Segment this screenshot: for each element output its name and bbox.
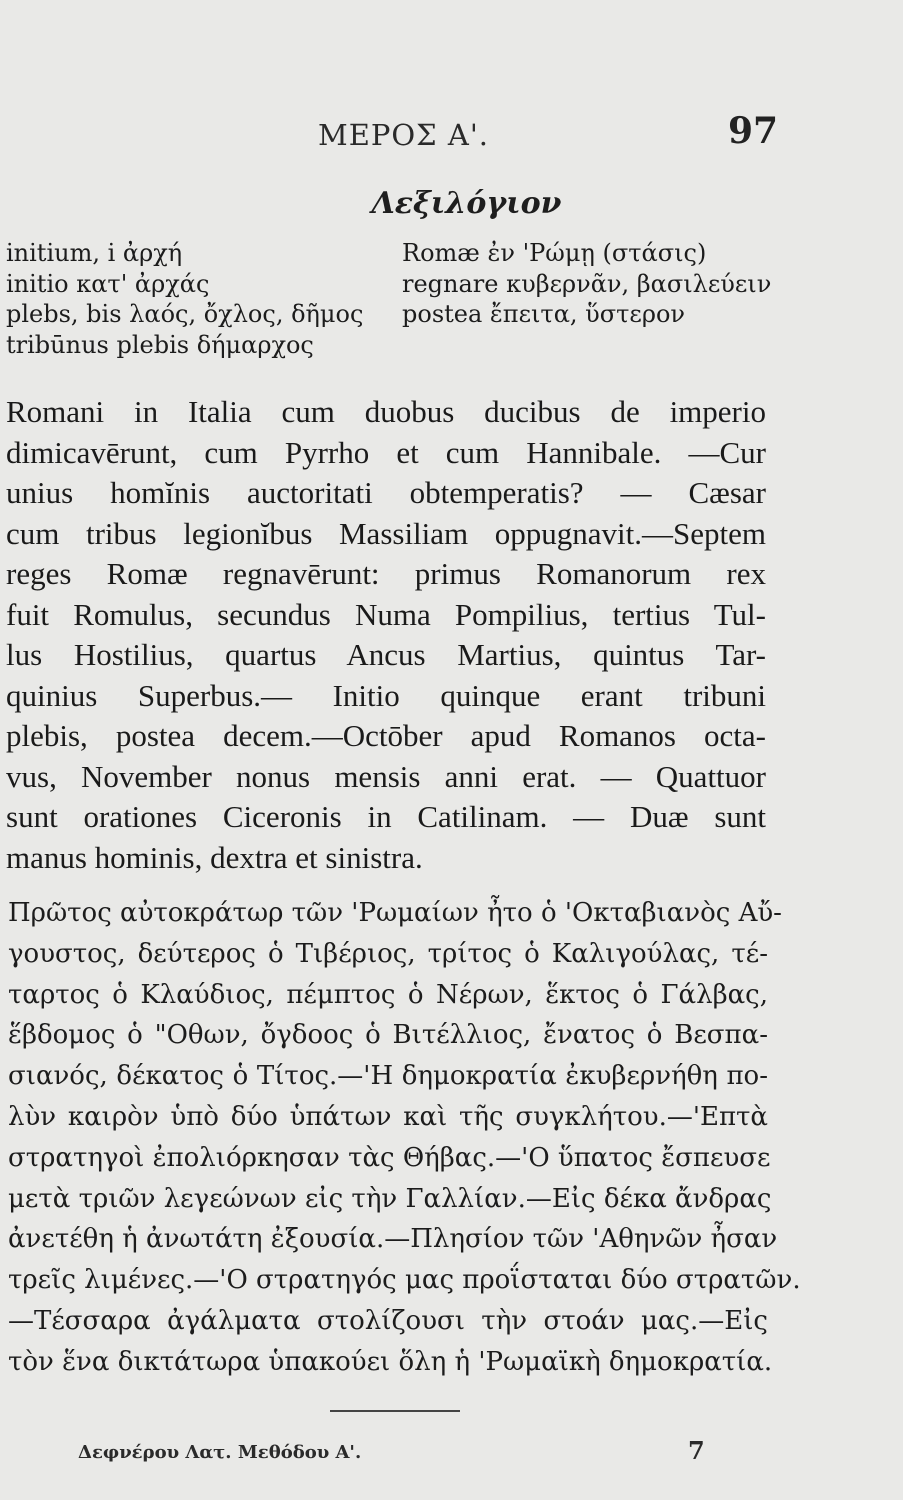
vocab-entry: tribūnus plebis δήμαρχος <box>6 330 314 359</box>
vocabulary-left-column <box>6 238 396 360</box>
text-line: unius homĭnis auctoritati obtemperatis? — Cæsar <box>6 475 766 510</box>
text-line: ἕβδομος ὁ "Οθων, ὄγδοος ὁ Βιτέλλιος, ἔνατος ὁ Βεσπα- <box>8 1020 768 1051</box>
text-line: cum tribus legionĭbus Massiliam oppugnavit.—Septem <box>6 515 766 551</box>
text-line: ταρτος ὁ Κλαύδιος, πέμπτος ὁ Νέρων, ἕκτος ὁ Γάλβας, <box>8 979 768 1010</box>
text-line: λὺν καιρὸν ὑπὸ δύο ὑπάτων καὶ τῆς συγκλήτου.—'Επτὰ <box>8 1101 768 1132</box>
vocabulary-heading: Λεξιλόγιον <box>371 186 562 221</box>
vocab-entry: plebs, bis λαός, ὄχλος, δῆμος <box>6 300 364 328</box>
text-line: lus Hostilius, quartus Ancus Martius, quintus Tar- <box>6 637 766 672</box>
text-line: sunt orationes Ciceronis in Catilinam. — Duæ sunt <box>6 799 766 834</box>
text-line: quinius Superbus.— Initio quinque erant tribuni <box>6 677 766 713</box>
text-line: dimicavērunt, cum Pyrrho et cum Hannibale. —Cur <box>6 434 766 470</box>
text-line: τρεῖς λιμένες.—'Ο στρατηγός μας προΐσταται δύο στρατῶν. <box>8 1265 801 1296</box>
text-line: fuit Romulus, secundus Numa Pompilius, tertius Tul- <box>6 596 766 632</box>
signature-mark: 7 <box>688 1436 705 1465</box>
text-line: reges Romæ regnavērunt: primus Romanorum rex <box>6 556 766 591</box>
text-line: plebis, postea decem.—Octōber apud Romanos octa- <box>6 718 766 753</box>
text-line: manus hominis, dextra et sinistra. <box>6 839 423 875</box>
text-line: Romani in Italia cum duobus ducibus de imperio <box>6 394 766 429</box>
text-line: γουστος, δεύτερος ὁ Τιβέριος, τρίτος ὁ Καλιγούλας, τέ- <box>8 938 768 969</box>
vocab-entry: Romæ ἐν 'Ρώμῃ (στάσις) <box>402 239 707 267</box>
latin-exercise <box>6 392 766 878</box>
greek-exercise <box>8 893 801 1383</box>
vocab-entry: initium, i ἀρχή <box>6 239 183 267</box>
text-line: μετὰ τριῶν λεγεώνων εἰς τὴν Γαλλίαν.—Εἰς δέκα ἄνδρας <box>8 1183 772 1214</box>
text-line: σιανός, δέκατος ὁ Τίτος.—'Η δημοκρατία ἐκυβερνήθη πο- <box>8 1061 768 1092</box>
vocab-entry: regnare κυβερνᾶν, βασιλεύειν <box>402 269 772 298</box>
text-line: τὸν ἕνα δικτάτωρα ὑπακούει ὅλη ἡ 'Ρωμαϊκὴ δημοκρατία. <box>8 1346 773 1377</box>
vocab-entry: postea ἔπειτα, ὕστερον <box>402 300 685 328</box>
running-header: ΜΕΡΟΣ Α'. <box>318 118 490 152</box>
page-number: 97 <box>728 110 779 152</box>
section-divider <box>330 1410 460 1412</box>
vocab-entry: initio κατ' ἀρχάς <box>6 269 210 298</box>
text-line: —Τέσσαρα ἀγάλματα στολίζουσι τὴν στοάν μας.—Εἰς <box>8 1305 768 1336</box>
text-line: Πρῶτος αὐτοκράτωρ τῶν 'Ρωμαίων ἦτο ὁ 'Οκταβιανὸς Αὔ- <box>8 898 782 928</box>
footer-imprint: Δεφνέρου Λατ. Μεθόδου Α'. <box>78 1442 362 1463</box>
vocabulary-right-column <box>402 238 902 330</box>
text-line: ἀνετέθη ἡ ἀνωτάτη ἐξουσία.—Πλησίον τῶν 'Αθηνῶν ἦσαν <box>8 1224 778 1255</box>
text-line: στρατηγοὶ ἐπολιόρκησαν τὰς Θήβας.—'Ο ὕπατος ἔσπευσε <box>8 1142 771 1173</box>
text-line: vus, November nonus mensis anni erat. — Quattuor <box>6 758 766 794</box>
